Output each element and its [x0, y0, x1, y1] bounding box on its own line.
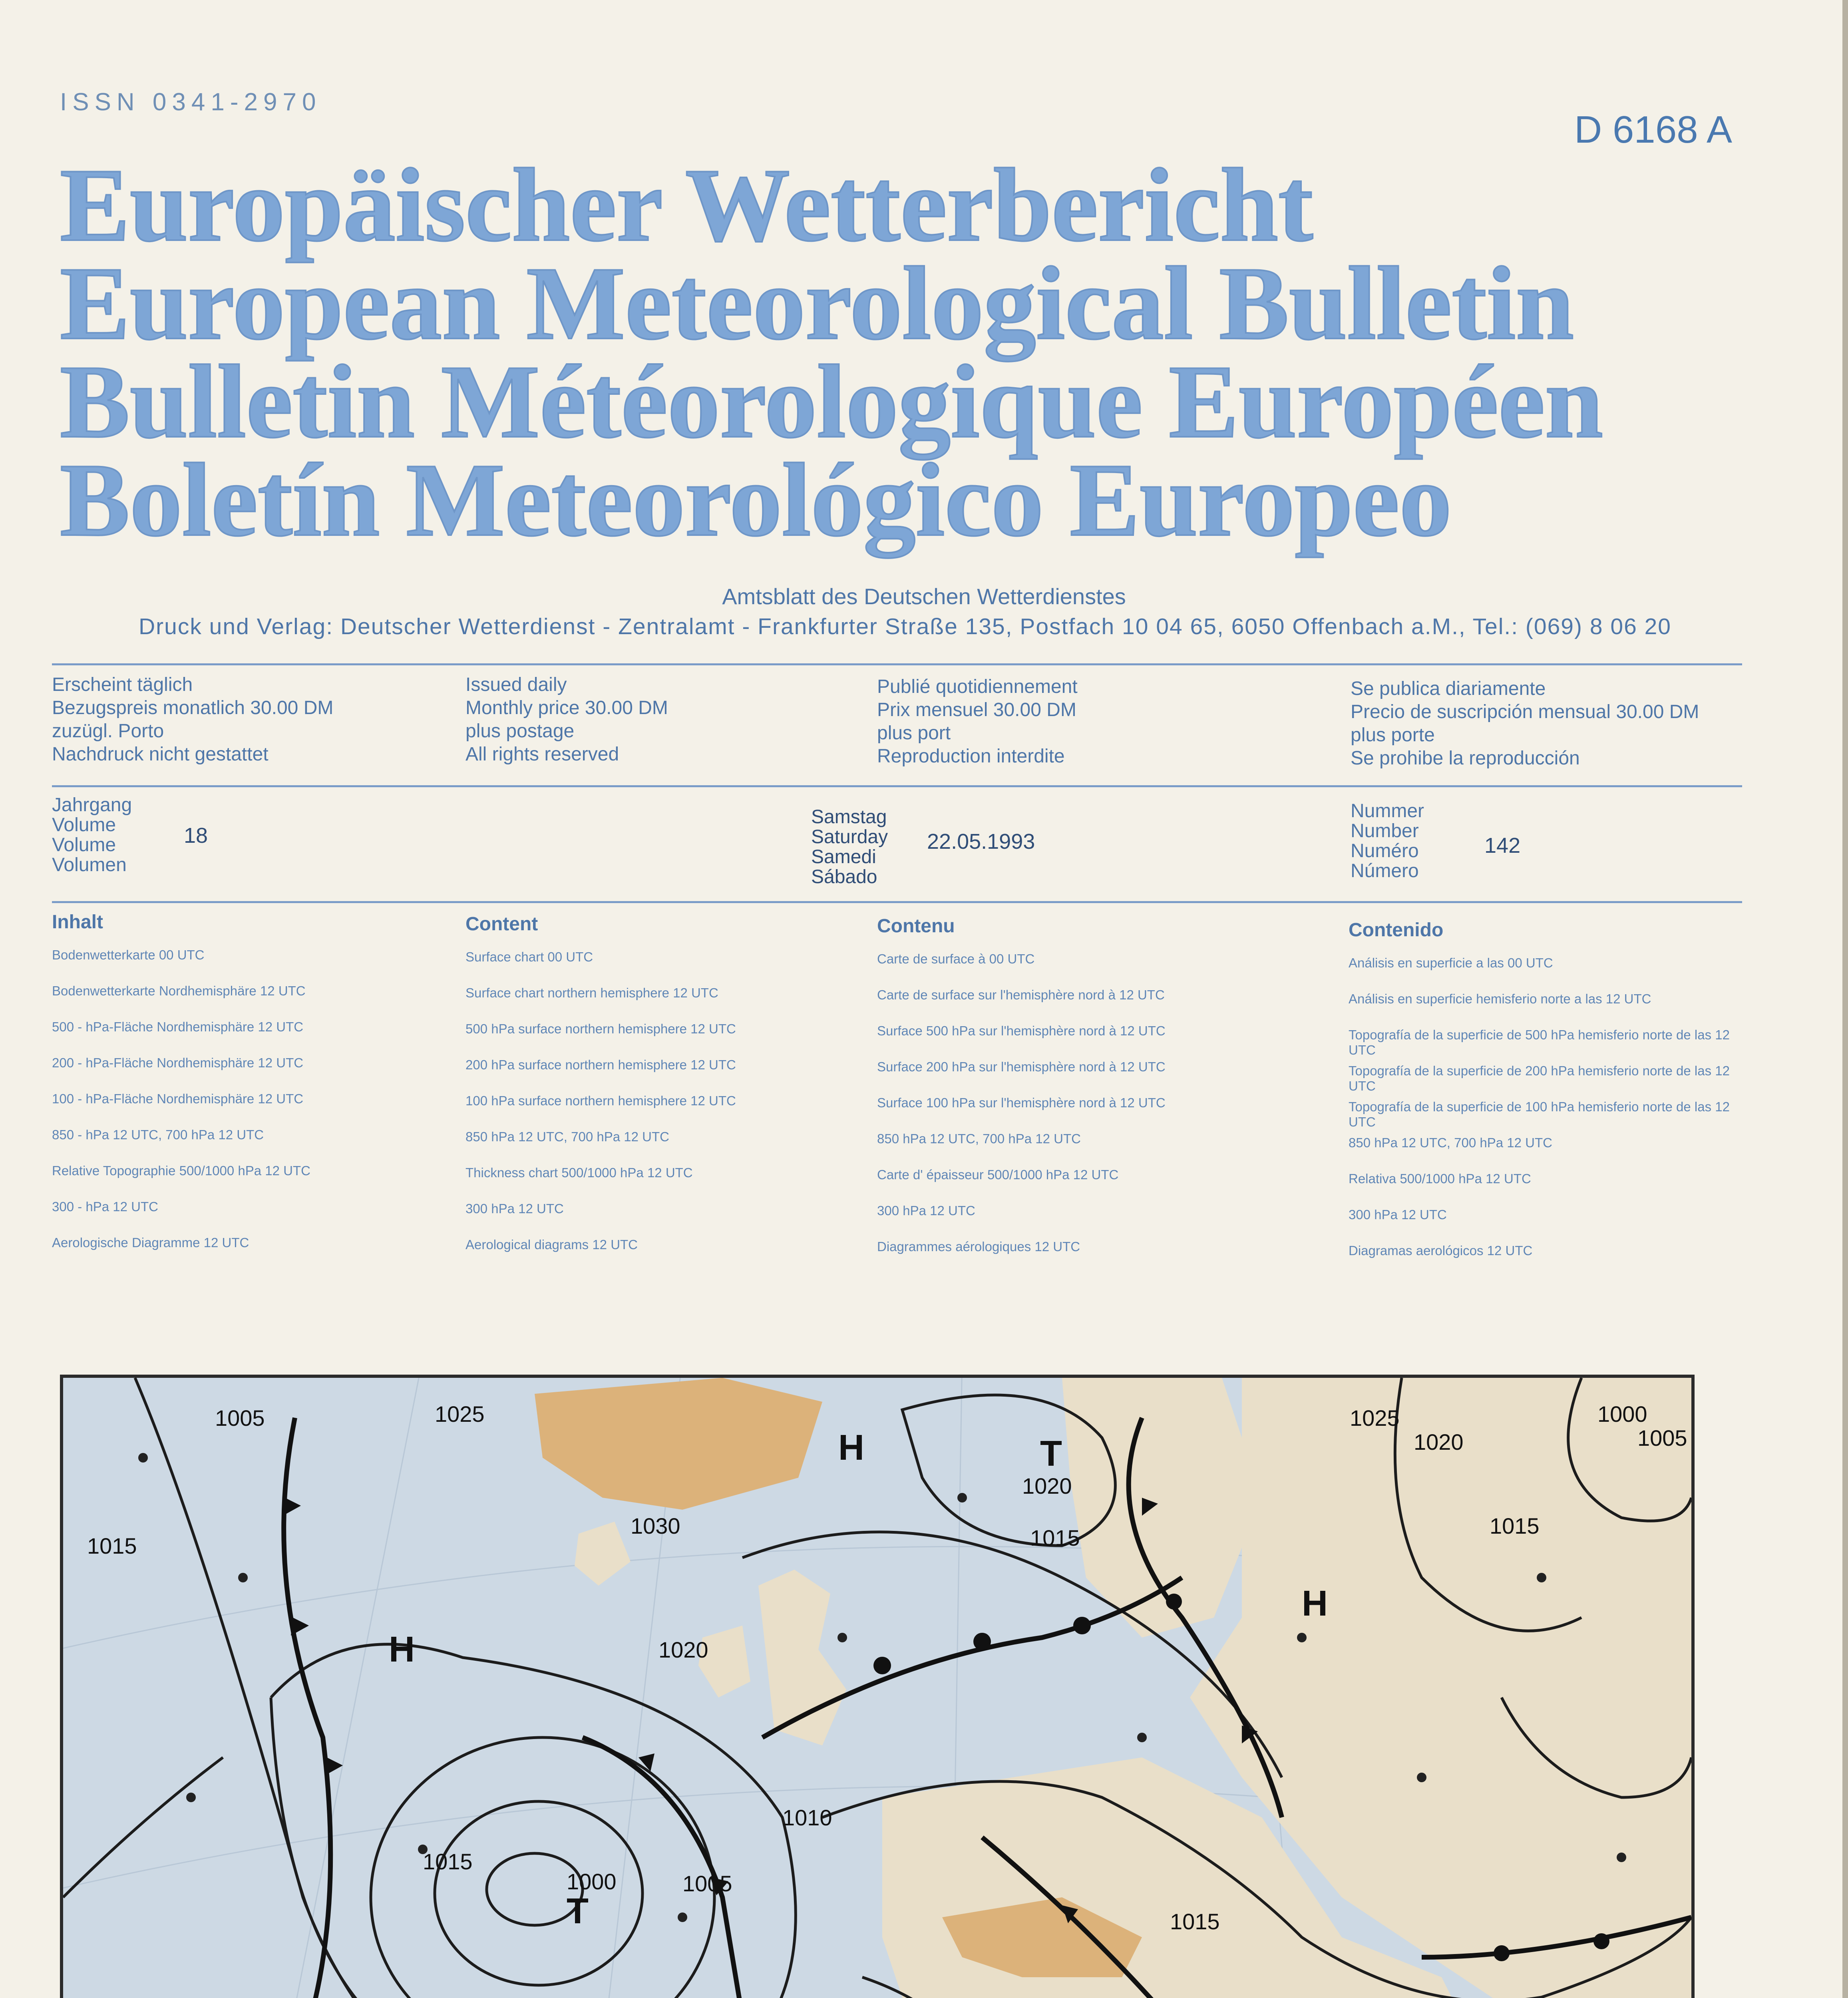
- high-pressure-centre: H: [389, 1630, 415, 1670]
- pricing-line: Reproduction interdite: [877, 746, 1065, 767]
- contents-item: Diagramas aerológicos 12 UTC: [1349, 1243, 1533, 1258]
- contents-item: Surface 500 hPa sur l'hemisphère nord à 12 UTC: [877, 1023, 1166, 1038]
- pricing-line: Publié quotidiennement: [877, 676, 1078, 697]
- isobar-label: 1015: [423, 1849, 473, 1874]
- contents-item: 200 - hPa-Fläche Nordhemisphäre 12 UTC: [52, 1055, 304, 1070]
- isobar-label: 1020: [1022, 1473, 1072, 1498]
- day-label: Samstag: [811, 806, 887, 828]
- number-label: Nummer: [1351, 800, 1424, 822]
- pricing-line: Issued daily: [465, 674, 567, 695]
- title-german: Europäischer Wetterbericht: [60, 147, 1313, 263]
- divider: [52, 663, 1742, 665]
- volume-value: 18: [184, 824, 208, 848]
- isobar-label: 1015: [1170, 1909, 1220, 1934]
- contents-item: Relativa 500/1000 hPa 12 UTC: [1349, 1171, 1531, 1186]
- day-label: Sábado: [811, 866, 877, 888]
- contents-item: 100 - hPa-Fläche Nordhemisphäre 12 UTC: [52, 1091, 304, 1106]
- contents-item: 850 hPa 12 UTC, 700 hPa 12 UTC: [877, 1131, 1081, 1146]
- low-pressure-centre: T: [567, 1891, 589, 1931]
- issue-number: 142: [1484, 834, 1521, 858]
- pricing-line: zuzügl. Porto: [52, 720, 164, 742]
- contents-heading: Content: [465, 913, 538, 935]
- pricing-line: Se publica diariamente: [1351, 678, 1546, 699]
- volume-label: Volumen: [52, 854, 127, 876]
- pricing-en: [465, 673, 668, 766]
- contents-item: 300 hPa 12 UTC: [877, 1203, 975, 1218]
- pricing-line: Prix mensuel 30.00 DM: [877, 699, 1076, 720]
- contents-item: Carte d' épaisseur 500/1000 hPa 12 UTC: [877, 1167, 1119, 1182]
- official-gazette-line: Amtsblatt des Deutschen Wetterdienstes: [722, 584, 1126, 609]
- isobar-label: 1020: [658, 1637, 708, 1662]
- contents-item: Surface 200 hPa sur l'hemisphère nord à 12 UTC: [877, 1059, 1166, 1074]
- contents-item: 500 - hPa-Fläche Nordhemisphäre 12 UTC: [52, 1019, 304, 1034]
- low-pressure-centre: T: [1040, 1434, 1062, 1474]
- surface-weather-map: [60, 1375, 1695, 1998]
- contents-heading: Inhalt: [52, 911, 103, 933]
- isobar-label: 1005: [682, 1871, 732, 1896]
- contents-item: 500 hPa surface northern hemisphere 12 UTC: [465, 1021, 736, 1036]
- contents-item: 300 - hPa 12 UTC: [52, 1199, 158, 1214]
- day-label: Samedi: [811, 846, 876, 868]
- page-edge-shadow: [1842, 0, 1848, 1998]
- contents-item: Topografía de la superficie de 500 hPa hemisferio norte de las 12 UTC: [1349, 1027, 1730, 1057]
- title-english: European Meteorological Bulletin: [60, 245, 1574, 361]
- contents-item: Surface chart 00 UTC: [465, 949, 593, 964]
- contents-item: 850 - hPa 12 UTC, 700 hPa 12 UTC: [52, 1127, 264, 1142]
- isobar-label: 1020: [1414, 1429, 1464, 1455]
- day-label: Saturday: [811, 826, 888, 848]
- high-pressure-centre: H: [838, 1428, 864, 1468]
- volume-label: Volume: [52, 834, 116, 856]
- title-block: [60, 147, 1746, 558]
- pricing-line: plus port: [877, 722, 951, 744]
- divider: [52, 785, 1742, 787]
- contents-heading: Contenu: [877, 915, 955, 937]
- day-labels: [811, 807, 888, 887]
- pricing-de: [52, 673, 333, 766]
- contents-fr: [877, 915, 1329, 1275]
- issue-date: 22.05.1993: [927, 830, 1035, 854]
- contents-item: 850 hPa 12 UTC, 700 hPa 12 UTC: [1349, 1135, 1552, 1150]
- high-pressure-centre: H: [1302, 1584, 1328, 1624]
- contents-item: 850 hPa 12 UTC, 700 hPa 12 UTC: [465, 1129, 669, 1144]
- pricing-line: Precio de suscripción mensual 30.00 DM: [1351, 701, 1699, 722]
- isobar-label: 1030: [631, 1513, 680, 1538]
- contents-item: Bodenwetterkarte 00 UTC: [52, 947, 205, 962]
- isobar-label: 1010: [782, 1805, 832, 1830]
- contents-item: Análisis en superficie hemisferio norte a las 12 UTC: [1349, 991, 1651, 1006]
- title-french: Bulletin Météorologique Européen: [60, 344, 1603, 460]
- contents-item: Aerologische Diagramme 12 UTC: [52, 1235, 249, 1250]
- number-labels: [1351, 801, 1424, 881]
- divider: [52, 901, 1742, 903]
- contents-item: 300 hPa 12 UTC: [1349, 1207, 1447, 1222]
- contents-item: Surface chart northern hemisphere 12 UTC: [465, 985, 718, 1000]
- title-spanish: Boletín Meteorológico Europeo: [60, 442, 1452, 558]
- isobar-label: 1015: [1030, 1525, 1080, 1550]
- number-label: Number: [1351, 820, 1419, 842]
- number-label: Número: [1351, 860, 1419, 882]
- isobar-label: 1005: [1637, 1425, 1687, 1451]
- contents-heading: Contenido: [1349, 919, 1444, 941]
- contents-es: [1349, 919, 1736, 1279]
- isobar-label: 1005: [215, 1405, 265, 1431]
- isobar-label: 1000: [567, 1869, 617, 1894]
- contents-item: Topografía de la superficie de 200 hPa hemisferio norte de las 12 UTC: [1349, 1063, 1730, 1093]
- contents-en: [465, 913, 857, 1273]
- isobar-label: 1015: [1490, 1513, 1540, 1538]
- pricing-line: Erscheint täglich: [52, 674, 193, 695]
- pricing-es: [1351, 677, 1699, 770]
- pricing-line: Nachdruck nicht gestattet: [52, 744, 269, 765]
- contents-item: Topografía de la superficie de 100 hPa hemisferio norte de las 12 UTC: [1349, 1099, 1730, 1129]
- isobar-label: 1000: [1597, 1401, 1647, 1427]
- isobar-label: 1025: [1350, 1405, 1400, 1431]
- contents-item: Aerological diagrams 12 UTC: [465, 1237, 638, 1252]
- issn: ISSN 0341-2970: [60, 88, 322, 116]
- contents-item: 100 hPa surface northern hemisphere 12 UTC: [465, 1093, 736, 1108]
- volume-label: Volume: [52, 814, 116, 836]
- contents-item: Thickness chart 500/1000 hPa 12 UTC: [465, 1165, 693, 1180]
- contents-item: 300 hPa 12 UTC: [465, 1201, 564, 1216]
- pricing-line: Se prohibe la reproducción: [1351, 748, 1580, 769]
- pricing-fr: [877, 675, 1078, 768]
- volume-label: Jahrgang: [52, 794, 132, 816]
- pricing-line: Monthly price 30.00 DM: [465, 697, 668, 718]
- contents-item: Surface 100 hPa sur l'hemisphère nord à 12 UTC: [877, 1095, 1166, 1110]
- contents-item: Carte de surface sur l'hemisphère nord à 12 UTC: [877, 987, 1165, 1002]
- contents-item: Análisis en superficie a las 00 UTC: [1349, 955, 1553, 970]
- pricing-line: All rights reserved: [465, 744, 619, 765]
- isobar-label: 1015: [87, 1533, 137, 1558]
- contents-item: 200 hPa surface northern hemisphere 12 UTC: [465, 1057, 736, 1072]
- number-label: Numéro: [1351, 840, 1419, 862]
- contents-de: [52, 911, 436, 1271]
- postal-code: D 6168 A: [1574, 108, 1732, 151]
- publisher-line: Druck und Verlag: Deutscher Wetterdienst - Zentralamt - Frankfurter Straße 135, Postfach 10 04 65, 6050 Offenbach a.M., Tel.: (069) 8 06 20: [138, 614, 1672, 639]
- contents-item: Relative Topographie 500/1000 hPa 12 UTC: [52, 1163, 310, 1178]
- pricing-line: plus postage: [465, 720, 575, 742]
- pricing-line: plus porte: [1351, 724, 1435, 746]
- contents-item: Bodenwetterkarte Nordhemisphäre 12 UTC: [52, 983, 306, 998]
- contents-item: Carte de surface à 00 UTC: [877, 951, 1035, 966]
- pricing-line: Bezugspreis monatlich 30.00 DM: [52, 697, 334, 718]
- contents-item: Diagrammes aérologiques 12 UTC: [877, 1239, 1080, 1254]
- map-canvas: [63, 1378, 1691, 1998]
- isobar-label: 1025: [435, 1401, 485, 1427]
- volume-labels: [52, 795, 132, 875]
